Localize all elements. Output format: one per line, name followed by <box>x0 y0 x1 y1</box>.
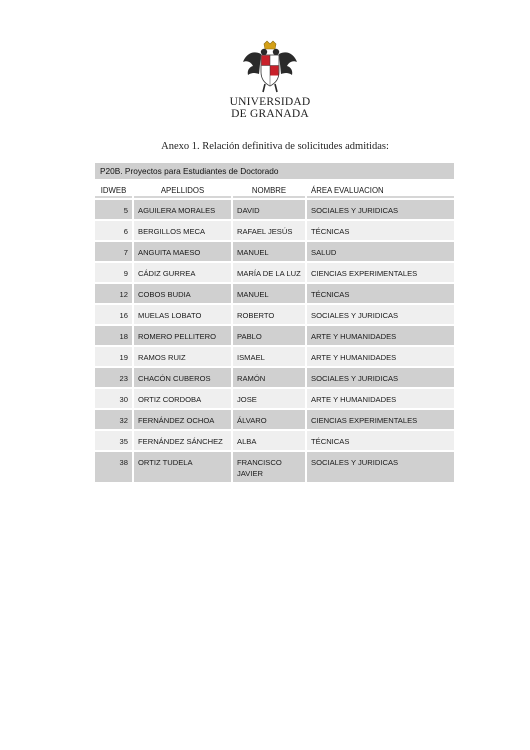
table-row <box>95 452 454 482</box>
cell-nombre: ROBERTO <box>233 305 305 324</box>
table-row <box>95 242 454 261</box>
cell-nombre: RAMÓN <box>233 368 305 387</box>
logo-line-2: DE GRANADA <box>231 108 309 120</box>
table-row <box>95 431 454 450</box>
cell-idweb: 12 <box>95 284 132 303</box>
table-row <box>95 326 454 345</box>
cell-area: SOCIALES Y JURIDICAS <box>307 305 454 324</box>
cell-apellidos: ROMERO PELLITERO <box>134 326 231 345</box>
cell-nombre: MARÍA DE LA LUZ <box>233 263 305 282</box>
cell-idweb: 6 <box>95 221 132 240</box>
cell-apellidos: ANGUITA MAESO <box>134 242 231 261</box>
cell-nombre: MANUEL <box>233 284 305 303</box>
cell-apellidos: CÁDIZ GURREA <box>134 263 231 282</box>
document-caption: Anexo 1. Relación definitiva de solicitudes admitidas: <box>161 141 389 152</box>
logo-line-1: UNIVERSIDAD <box>229 96 311 108</box>
cell-nombre: JOSE <box>233 389 305 408</box>
cell-idweb: 38 <box>95 452 132 482</box>
cell-area: ARTE Y HUMANIDADES <box>307 347 454 366</box>
cell-apellidos: BERGILLOS MECA <box>134 221 231 240</box>
table-body <box>95 200 454 482</box>
cell-idweb: 35 <box>95 431 132 450</box>
cell-nombre: RAFAEL JESÚS <box>233 221 305 240</box>
cell-idweb: 18 <box>95 326 132 345</box>
cell-idweb: 23 <box>95 368 132 387</box>
cell-area: SALUD <box>307 242 454 261</box>
table-header <box>95 183 454 198</box>
cell-nombre: MANUEL <box>233 242 305 261</box>
header-apellidos: APELLIDOS <box>134 183 231 198</box>
cell-area: TÉCNICAS <box>307 284 454 303</box>
cell-nombre: DAVID <box>233 200 305 219</box>
cell-area: CIENCIAS EXPERIMENTALES <box>307 263 454 282</box>
cell-area: TÉCNICAS <box>307 431 454 450</box>
cell-apellidos: RAMOS RUIZ <box>134 347 231 366</box>
table-row <box>95 410 454 429</box>
cell-apellidos: FERNÁNDEZ SÁNCHEZ <box>134 431 231 450</box>
cell-apellidos: CHACÓN CUBEROS <box>134 368 231 387</box>
cell-idweb: 19 <box>95 347 132 366</box>
cell-nombre: ÁLVARO <box>233 410 305 429</box>
header-nombre: NOMBRE <box>233 183 305 198</box>
university-crest-icon <box>241 40 299 94</box>
cell-nombre: FRANCISCO JAVIER <box>233 452 305 482</box>
table-row <box>95 305 454 324</box>
cell-nombre: ALBA <box>233 431 305 450</box>
table-row <box>95 368 454 387</box>
cell-area: TÉCNICAS <box>307 221 454 240</box>
cell-area: ARTE Y HUMANIDADES <box>307 326 454 345</box>
admissions-table <box>95 163 454 484</box>
header-idweb: IDWEB <box>95 183 132 198</box>
cell-nombre: ISMAEL <box>233 347 305 366</box>
table-row <box>95 221 454 240</box>
cell-apellidos: MUELAS LOBATO <box>134 305 231 324</box>
table-row <box>95 200 454 219</box>
table-row <box>95 284 454 303</box>
university-wordmark <box>229 96 311 120</box>
cell-area: SOCIALES Y JURIDICAS <box>307 368 454 387</box>
header-area: ÁREA EVALUACION <box>307 183 454 198</box>
university-logo <box>229 40 311 122</box>
cell-idweb: 5 <box>95 200 132 219</box>
table-row <box>95 347 454 366</box>
section-title: P20B. Proyectos para Estudiantes de Doctorado <box>95 163 454 179</box>
cell-idweb: 32 <box>95 410 132 429</box>
cell-idweb: 30 <box>95 389 132 408</box>
cell-idweb: 9 <box>95 263 132 282</box>
table-row <box>95 263 454 282</box>
cell-idweb: 16 <box>95 305 132 324</box>
cell-apellidos: COBOS BUDIA <box>134 284 231 303</box>
cell-apellidos: FERNÁNDEZ OCHOA <box>134 410 231 429</box>
cell-area: SOCIALES Y JURIDICAS <box>307 200 454 219</box>
table-row <box>95 389 454 408</box>
cell-apellidos: ORTIZ TUDELA <box>134 452 231 482</box>
cell-idweb: 7 <box>95 242 132 261</box>
cell-area: ARTE Y HUMANIDADES <box>307 389 454 408</box>
cell-nombre: PABLO <box>233 326 305 345</box>
cell-apellidos: ORTIZ CORDOBA <box>134 389 231 408</box>
cell-area: SOCIALES Y JURIDICAS <box>307 452 454 482</box>
cell-apellidos: AGUILERA MORALES <box>134 200 231 219</box>
cell-area: CIENCIAS EXPERIMENTALES <box>307 410 454 429</box>
